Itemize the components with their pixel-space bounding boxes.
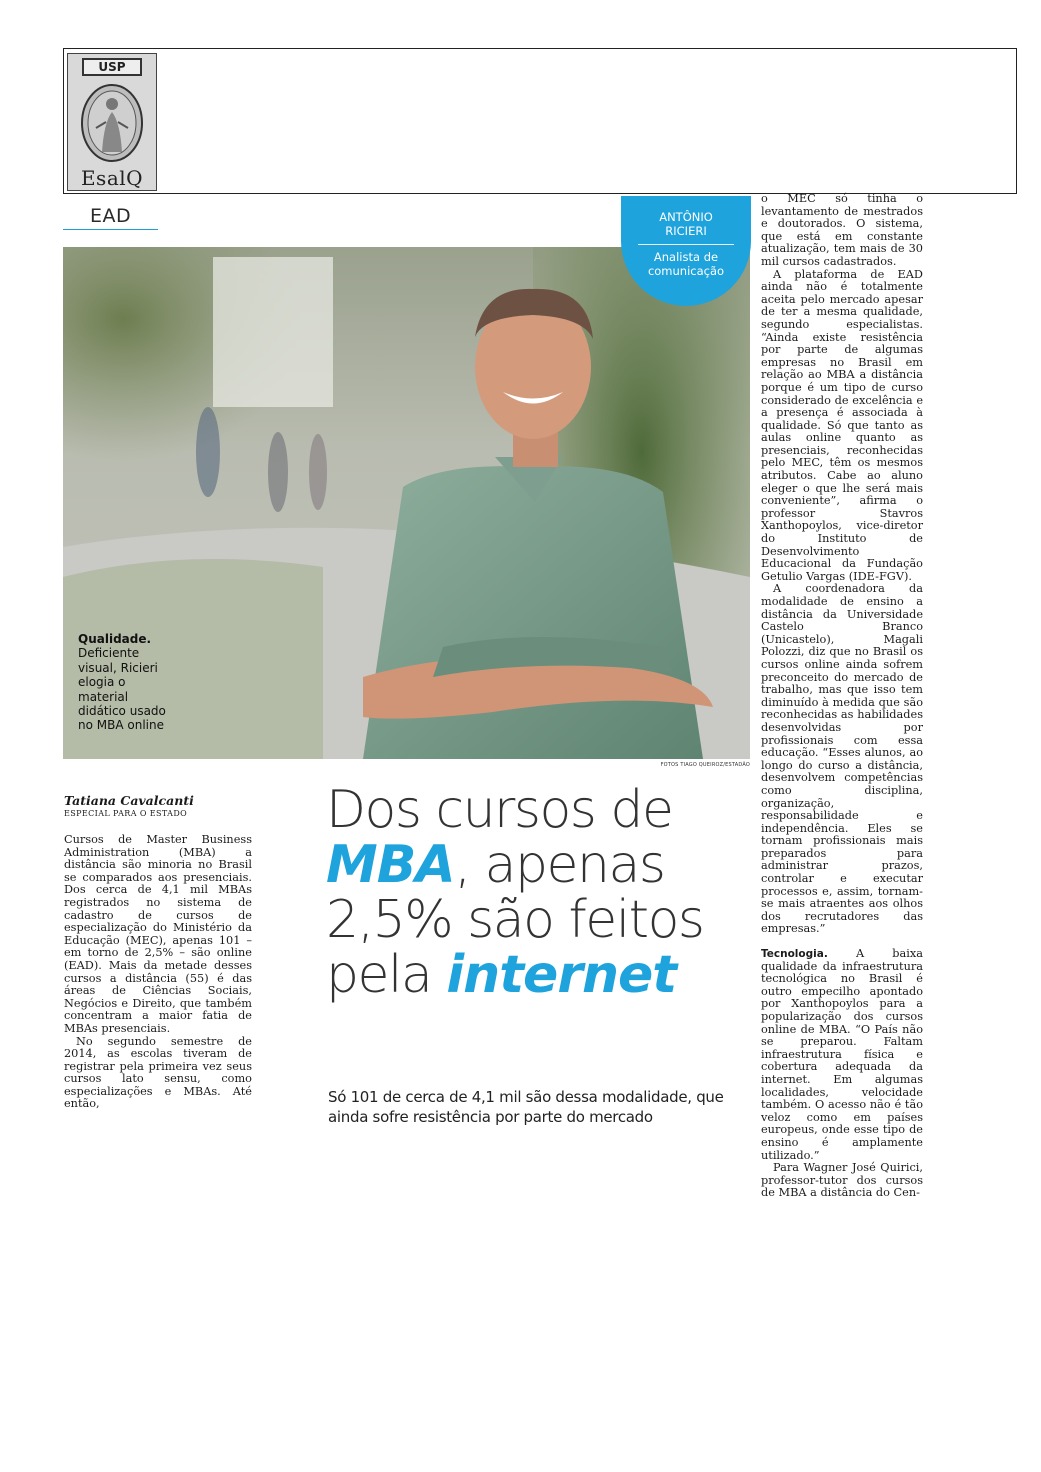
badge-rule <box>638 244 734 245</box>
badge-role <box>621 250 751 278</box>
column3-paragraph-5: Para Wagner José Quirici, professor-tutor dos cursos de MBA a distância do Cen- <box>761 1161 923 1200</box>
column3-paragraph-3: A coordenadora da modalidade de ensino a distância da Universidade Castelo Branco (Unicastelo), Magali Polozzi, diz que no Brasil os cursos online ainda sofrem preconceito do mercado de trabalho, mas que isso tem diminuído à medida que são reconhecidas as habilidades desenvolvidas por profissionais com essa educação. “Esses alunos, ao longo do curso a distância, desenvolvem competências como disciplina, organização, responsabilidade e independência. Eles se tornam profissionais mais preparados para administrar prazos, controlar e executar processos e, assim, tornam-se mais atraentes aos olhos dos recrutadores das empresas.” <box>761 582 923 936</box>
headline-part1: Dos cursos de <box>326 780 673 840</box>
header-box <box>63 48 1017 194</box>
seal-icon <box>78 82 146 164</box>
badge-role-line1: Analista de <box>653 250 719 264</box>
photo-caption <box>78 632 178 733</box>
usp-esalq-logo <box>67 53 157 191</box>
caption-text: Deficiente visual, Ricieri elogia o material didático usado no MBA online <box>78 646 166 733</box>
column3-paragraph-4-text: A baixa qualidade da infraestrutura tecnológica no Brasil é outro empecilho apontado por Xanthopoylos para a popularização dos cursos online de MBA. “O País não se preparou. Faltam infraestrutura física e cobertura adequada da internet. Em algumas localidades, velocidade também. O acesso não é tão veloz como em países europeus, onde esse tipo de ensino é amplamente utilizado.” <box>761 947 923 1162</box>
logo-esalq-text: EsalQ <box>80 166 144 190</box>
headline-highlight-internet: internet <box>446 945 677 1005</box>
column3-paragraph-4 <box>761 948 923 1162</box>
headline <box>326 780 746 1005</box>
badge-name-line2: RICIERI <box>665 224 707 238</box>
article-column-3 <box>761 193 923 1200</box>
subhead-tecnologia: Tecnologia. <box>761 948 828 961</box>
author-name: Tatiana Cavalcanti <box>64 793 194 808</box>
badge-name-line1: ANTÔNIO <box>659 210 713 224</box>
badge-name <box>621 196 751 238</box>
headline-highlight-mba: MBA <box>326 835 455 895</box>
deck: Só 101 de cerca de 4,1 mil são dessa modalidade, que ainda sofre resistência por parte do mercado <box>328 1088 724 1126</box>
headline-part2: , apenas 2,5% são feitos pela <box>326 835 704 1005</box>
logo-usp-text: USP <box>82 58 142 76</box>
caption-title: Qualidade. <box>78 632 152 646</box>
author-role: ESPECIAL PARA O ESTADO <box>64 809 188 818</box>
photo-credit: FOTOS TIAGO QUEIROZ/ESTADÃO <box>660 762 750 768</box>
column3-paragraph-2: A plataforma de EAD ainda não é totalmente aceita pelo mercado apesar de ter a mesma qualidade, segundo especialistas. “Ainda existe resistência por parte de algumas empresas no Brasil em relação ao MBA a distância porque é um tipo de curso considerado de excelência e a presença é associada à qualidade. Só que tanto as aulas online quanto as presenciais, reconhecidas pelo MEC, têm os mesmos atributos. Cabe ao aluno eleger o que lhe será mais conveniente”, afirma o professor Stavros Xanthopoylos, vice-diretor do Instituto de Desenvolvimento Educacional da Fundação Getulio Vargas (IDE-FGV). <box>761 267 923 583</box>
column3-paragraph-1: o MEC só tinha o levantamento de mestrados e doutorados. O sistema, que está em constante atualização, tem mais de 30 mil cursos cadastrados. <box>761 192 923 268</box>
column1-paragraph: No segundo semestre de 2014, as escolas tiveram de registrar pela primeira vez seus cursos lato sensu, como especializações e MBAs. Até então, <box>64 1034 252 1111</box>
badge-role-line2: comunicação <box>647 264 725 278</box>
column1-paragraph: Cursos de Master Business Administration (MBA) a distância são minoria no Brasil se comparados aos presenciais. Dos cerca de 4,1 mil MBAs registrados no sistema de cadastro de cursos de especialização do Ministério da Educação (MEC), apenas 101 – em torno de 2,5% – são online (EAD). Mais da metade desses cursos a distância (55) é das áreas de Ciências Sociais, Negócios e Direito, que também concentram a maior fatia de MBAs presenciais. <box>64 833 252 1035</box>
article-column-1 <box>64 834 252 1111</box>
section-label: EAD <box>90 205 132 227</box>
section-rule <box>63 229 158 230</box>
